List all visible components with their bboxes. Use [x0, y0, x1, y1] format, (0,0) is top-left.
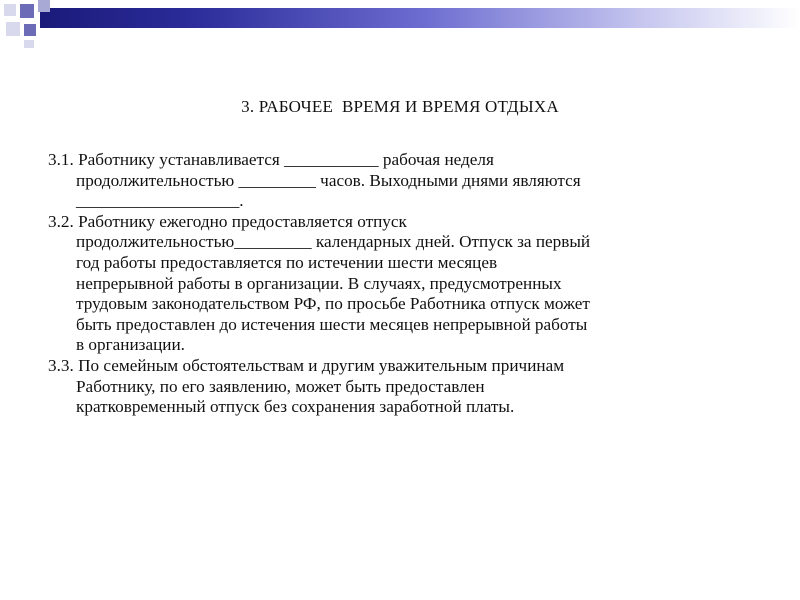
text-line: ___________________. [76, 191, 244, 211]
slide-title: 3. РАБОЧЕЕ ВРЕМЯ И ВРЕМЯ ОТДЫХА [241, 97, 559, 116]
text-line: кратковременный отпуск без сохранения заработной платы. [76, 397, 515, 417]
decor-square [38, 0, 50, 12]
text-line: трудовым законодательством РФ, по просьбе Работника отпуск может [76, 294, 590, 314]
decor-square [6, 22, 20, 36]
decor-square [20, 4, 34, 18]
paragraph-3-1 [48, 150, 768, 212]
text-line: в организации. [76, 335, 185, 355]
text-line: продолжительностью_________ календарных дней. Отпуск за первый [76, 232, 591, 252]
text-line: Работнику, по его заявлению, может быть предоставлен [76, 376, 485, 396]
decor-square [24, 40, 34, 48]
header-decoration [0, 0, 800, 48]
text-line: непрерывной работы в организации. В случаях, предусмотренных [76, 273, 562, 293]
decor-square [24, 24, 36, 36]
slide-body [48, 150, 768, 418]
text-line: продолжительностью _________ часов. Выходными днями являются [76, 170, 581, 190]
header-gradient-bar [40, 8, 800, 28]
text-line: 3.1. Работнику устанавливается ___________ рабочая неделя [48, 150, 494, 169]
text-line: 3.2. Работнику ежегодно предоставляется отпуск [48, 211, 407, 231]
decor-square [4, 4, 16, 16]
text-line: быть предоставлен до истечения шести месяцев непрерывной работы [76, 314, 588, 334]
paragraph-3-3 [48, 356, 768, 418]
text-line: 3.3. По семейным обстоятельствам и другим уважительным причинам [48, 355, 565, 375]
paragraph-3-2 [48, 212, 768, 356]
text-line: год работы предоставляется по истечении шести месяцев [76, 252, 498, 272]
